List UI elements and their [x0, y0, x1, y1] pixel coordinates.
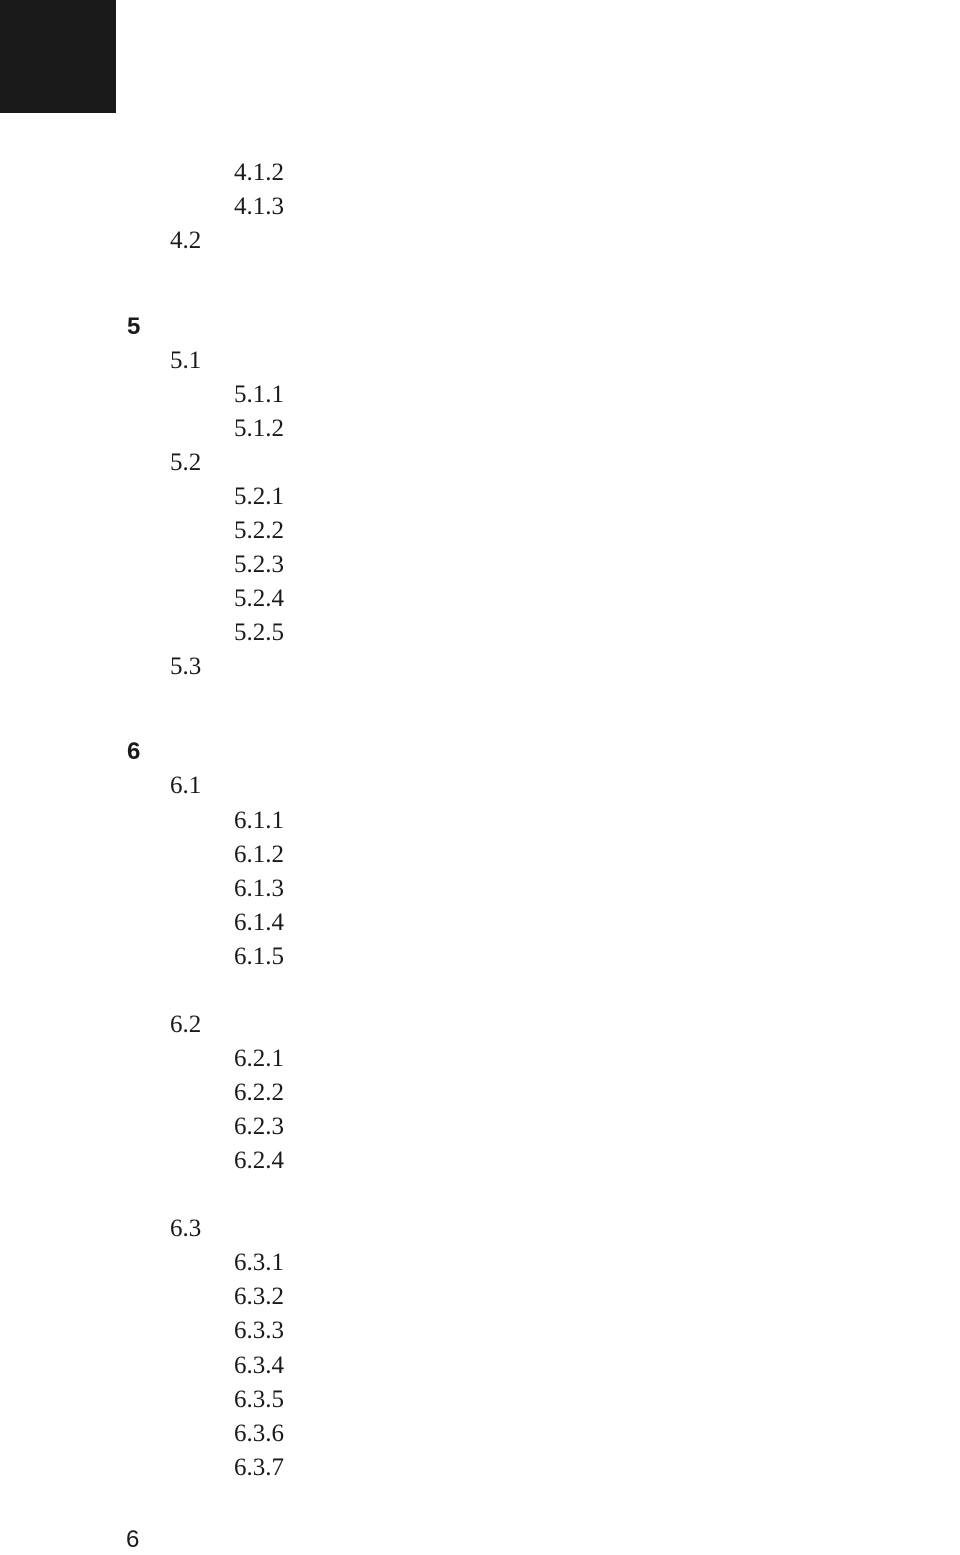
toc-entry-number: 5.2.2 — [234, 517, 284, 544]
toc-entry-number: 6.3.3 — [234, 1317, 284, 1344]
toc-entry-number: 6.2.2 — [234, 1079, 284, 1106]
toc-entry-number: 6.2.4 — [234, 1147, 284, 1174]
toc-entry-number: 4.1.2 — [234, 159, 284, 186]
toc-entry-number: 6.1 — [170, 772, 202, 799]
toc-entry-number: 6.2.3 — [234, 1113, 284, 1140]
toc-entry-number: 6.3.4 — [234, 1352, 284, 1379]
toc-entry-number: 4.1.3 — [234, 193, 284, 220]
toc-entry-number: 6.3.5 — [234, 1386, 284, 1413]
toc-entry-number: 5.1.2 — [234, 415, 284, 442]
toc-entry-number: 5.2 — [170, 449, 202, 476]
toc-entry-number: 6.3.7 — [234, 1454, 284, 1481]
toc-entry-number: 6.1.1 — [234, 807, 284, 834]
toc-entry-number: 6.2 — [170, 1011, 202, 1038]
toc-entry-number: 5.2.1 — [234, 483, 284, 510]
toc-entry-number: 6.3.2 — [234, 1283, 284, 1310]
toc-entry-number: 6.2.1 — [234, 1045, 284, 1072]
toc-entry-number: 5.2.5 — [234, 619, 284, 646]
toc-entry-number: 6 — [127, 738, 140, 765]
toc-entry-number: 6.1.4 — [234, 909, 284, 936]
toc-entry-number: 5.1.1 — [234, 381, 284, 408]
toc-entry-number: 5.1 — [170, 347, 202, 374]
toc-entry-number: 5.2.3 — [234, 551, 284, 578]
toc-entry-number: 4.2 — [170, 227, 202, 254]
toc-entry-number: 6.3.1 — [234, 1249, 284, 1276]
toc-entry-number: 6.3 — [170, 1215, 202, 1242]
toc-entry-number: 6.3.6 — [234, 1420, 284, 1447]
toc-entry-number: 5 — [127, 313, 140, 340]
toc-entry-number: 5.3 — [170, 653, 202, 680]
toc-entry-number: 6.1.5 — [234, 943, 284, 970]
toc-entry-number: 6.1.3 — [234, 875, 284, 902]
toc-entry-number: 6.1.2 — [234, 841, 284, 868]
toc-entry-number: 5.2.4 — [234, 585, 284, 612]
corner-tab-marker — [0, 0, 116, 113]
page-number: 6 — [126, 1526, 140, 1553]
